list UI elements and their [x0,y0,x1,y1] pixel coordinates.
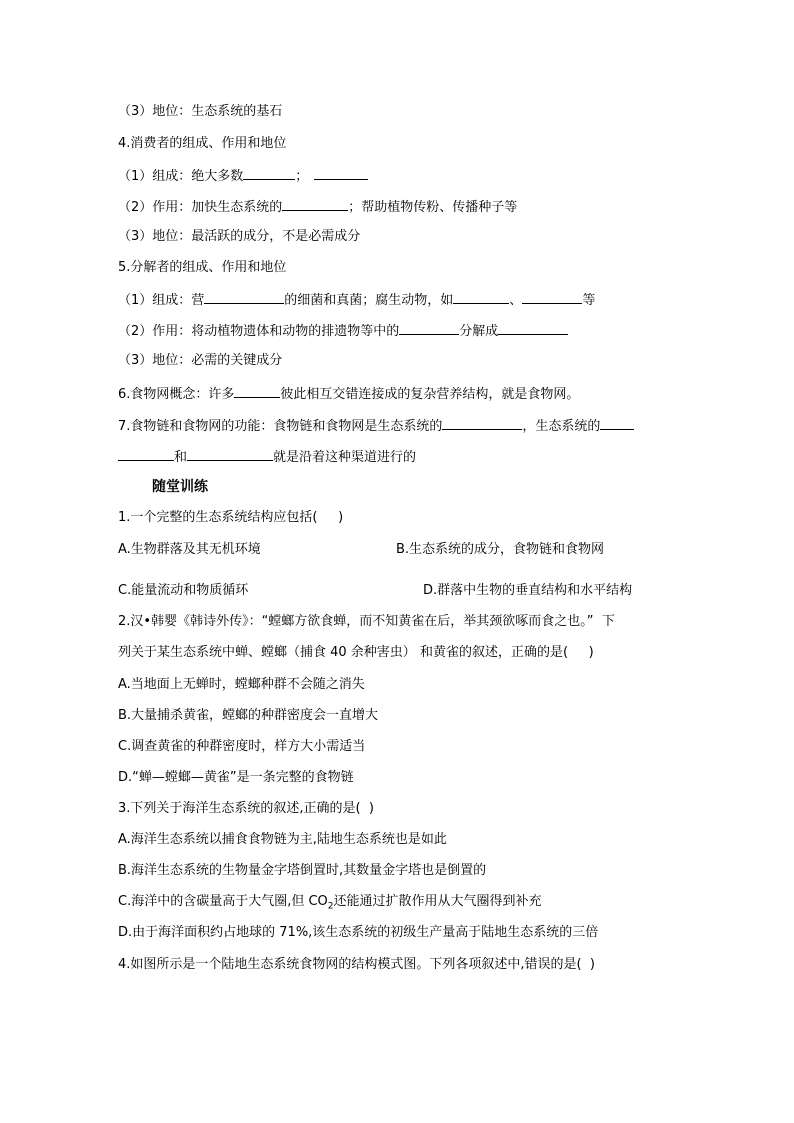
text-segment: （1）组成：营 [118,293,205,308]
question-stem: 2.汉•韩婴《韩诗外传》：“螳螂方欲食蝉，而不知黄雀在后，举其颈欲啄而食之也。” 下 [118,614,615,629]
option-a: A.当地面上无蝉时，螳螂种群不会随之消失 [118,677,365,692]
fill-blank [234,385,280,398]
text-segment: （2）作用：将动植物遗体和动物的排遗物等中的 [118,324,400,339]
fill-blank [522,291,582,304]
text-segment: ； [295,169,309,184]
text-line [118,198,517,216]
text-segment: 还能通过扩散作用从大气圈得到补充 [333,894,542,909]
fill-blank [118,448,174,461]
subscript: 2 [327,901,334,912]
text-segment: ，生态系统的 [522,419,601,434]
text-line [118,322,568,340]
text-segment: 彼此相互交错连接成的复杂营养结构，就是食物网。 [280,387,580,402]
option-b: B.生态系统的成分，食物链和食物网 [396,542,605,557]
text-segment: 6.食物网概念：许多 [118,387,235,402]
option-c: C.能量流动和物质循环 [118,583,249,598]
text-line: 4.消费者的组成、作用和地位 [118,136,287,151]
text-line [118,291,595,309]
text-line [118,167,368,185]
fill-blank [204,291,284,304]
option-a: A.生物群落及其无机环境 [118,542,261,557]
question-stem: 3.下列关于海洋生态系统的叙述,正确的是( ) [118,801,374,816]
text-segment: 的细菌和真菌；腐生动物，如 [284,293,454,308]
text-segment: （2）作用：加快生态系统的 [118,200,283,215]
option-d: D.由于海洋面积约占地球的 71%,该生态系统的初级生产量高于陆地生态系统的三倍 [118,925,599,940]
option-b: B.海洋生态系统的生物量金字塔倒置时,其数量金字塔也是倒置的 [118,863,487,878]
text-segment: 7.食物链和食物网的功能：食物链和食物网是生态系统的 [118,419,443,434]
text-segment: 就是沿着这种渠道进行的 [273,450,417,465]
fill-blank [453,291,509,304]
text-line [118,417,634,435]
text-segment: （1）组成：绝大多数 [118,169,244,184]
text-line [118,385,579,403]
text-segment: ；帮助植物传粉、传播种子等 [348,200,518,215]
fill-blank [314,167,368,180]
section-title: 随堂训练 [152,479,208,495]
option-c: C.调查黄雀的种群密度时，样方大小需适当 [118,739,366,754]
text-segment: 、 [509,293,523,308]
text-line: （3）地位：生态系统的基石 [118,104,283,119]
fill-blank [243,167,295,180]
fill-blank [187,448,273,461]
option-b: B.大量捕杀黄雀，螳螂的种群密度会一直增大 [118,708,379,723]
fill-blank [282,198,348,211]
option-d: D.“蝉—螳螂—黄雀”是一条完整的食物链 [118,770,354,785]
question-stem: 1.一个完整的生态系统结构应包括( ) [118,510,344,525]
text-line: 5.分解者的组成、作用和地位 [118,260,287,275]
fill-blank [600,417,634,430]
question-stem: 列关于某生态系统中蝉、螳螂（捕食 40 余种害虫） 和黄雀的叙述，正确的是( ) [118,645,594,660]
option-d: D.群落中生物的垂直结构和水平结构 [423,583,633,598]
option-a: A.海洋生态系统以捕食食物链为主,陆地生态系统也是如此 [118,832,447,847]
text-line [118,448,416,466]
fill-blank [442,417,522,430]
option-c [118,894,542,910]
text-segment: 和 [174,450,188,465]
fill-blank [498,322,568,335]
text-line: （3）地位：必需的关键成分 [118,353,283,368]
text-segment: C.海洋中的含碳量高于大气圈,但 CO [118,894,328,909]
text-line: （3）地位：最活跃的成分，不是必需成分 [118,229,361,244]
text-segment: 等 [582,293,596,308]
question-stem: 4.如图所示是一个陆地生态系统食物网的结构模式图。下列各项叙述中,错误的是( ) [118,957,595,972]
fill-blank [399,322,459,335]
text-segment: 分解成 [459,324,499,339]
